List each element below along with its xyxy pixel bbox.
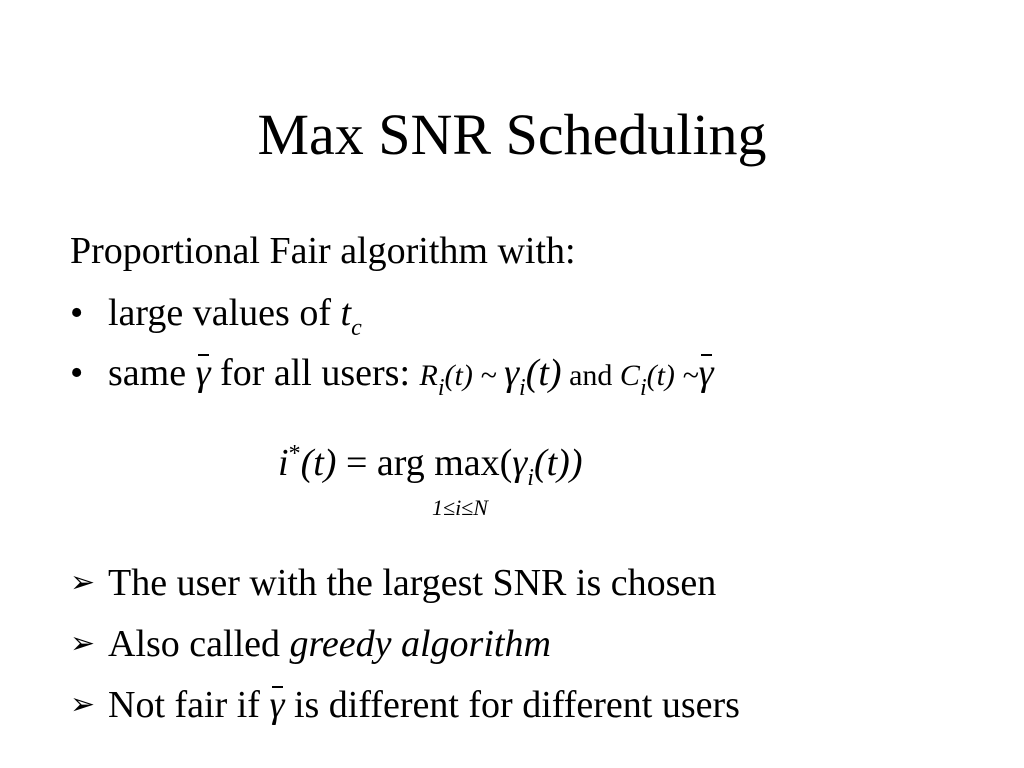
formula-gamma: γ <box>512 442 528 484</box>
formula-rhs-arg: (t)) <box>533 442 583 484</box>
var-R: R <box>419 359 438 392</box>
arrow-text: The user with the largest SNR is chosen <box>108 562 717 604</box>
formula-op: arg max( <box>376 442 513 484</box>
bullet-same-gamma <box>70 350 714 399</box>
bullet-text-a: same <box>108 352 196 394</box>
var-C: C <box>619 359 640 392</box>
var-t: t <box>340 292 352 334</box>
formula-star: * <box>288 441 301 467</box>
sub-C: i <box>639 375 647 401</box>
R-arg: (t) ~ <box>444 359 505 392</box>
formula-gamma-sub: i <box>527 465 534 491</box>
argmax-formula <box>278 440 583 491</box>
gamma-bar-symbol: γ <box>195 352 211 394</box>
bullet-text-b: for all users: <box>210 352 420 394</box>
formula-eq: = <box>336 442 377 484</box>
formula-lhs-arg: (t) <box>300 442 337 484</box>
bullet-dot-icon: • <box>70 352 84 394</box>
arrow-text: Also called <box>108 623 290 665</box>
arrow-bullet-icon: ➢ <box>70 688 96 721</box>
arrow-item-largest-snr <box>70 560 716 606</box>
arrow-item-greedy <box>70 621 551 667</box>
bullet-dot-icon: • <box>70 292 84 334</box>
arrow-text-b: is different for different users <box>284 684 740 726</box>
formula-i: i <box>278 442 289 484</box>
slide-title: Max SNR Scheduling <box>257 102 767 167</box>
intro-text: Proportional Fair algorithm with: <box>70 230 576 272</box>
bullet-text: large values of <box>108 292 341 334</box>
arrow-text-a: Not fair if <box>108 684 270 726</box>
arrow-bullet-icon: ➢ <box>70 566 96 599</box>
sub-c: c <box>351 315 362 341</box>
bullet-large-values <box>70 290 362 341</box>
arrow-item-not-fair <box>70 682 740 728</box>
gamma-arg: (t) <box>525 352 562 394</box>
sub-gamma: i <box>519 375 526 401</box>
C-arg: (t) ~ <box>646 359 699 392</box>
gamma-bar-symbol: γ <box>269 684 285 726</box>
gamma-bar-symbol: γ <box>698 352 714 394</box>
arrow-bullet-icon: ➢ <box>70 627 96 660</box>
sub-R: i <box>437 375 445 401</box>
and-text: and <box>561 359 620 392</box>
formula-range: 1≤i≤N <box>432 495 488 520</box>
var-gamma: γ <box>504 352 520 394</box>
arrow-emph: greedy algorithm <box>289 623 551 665</box>
